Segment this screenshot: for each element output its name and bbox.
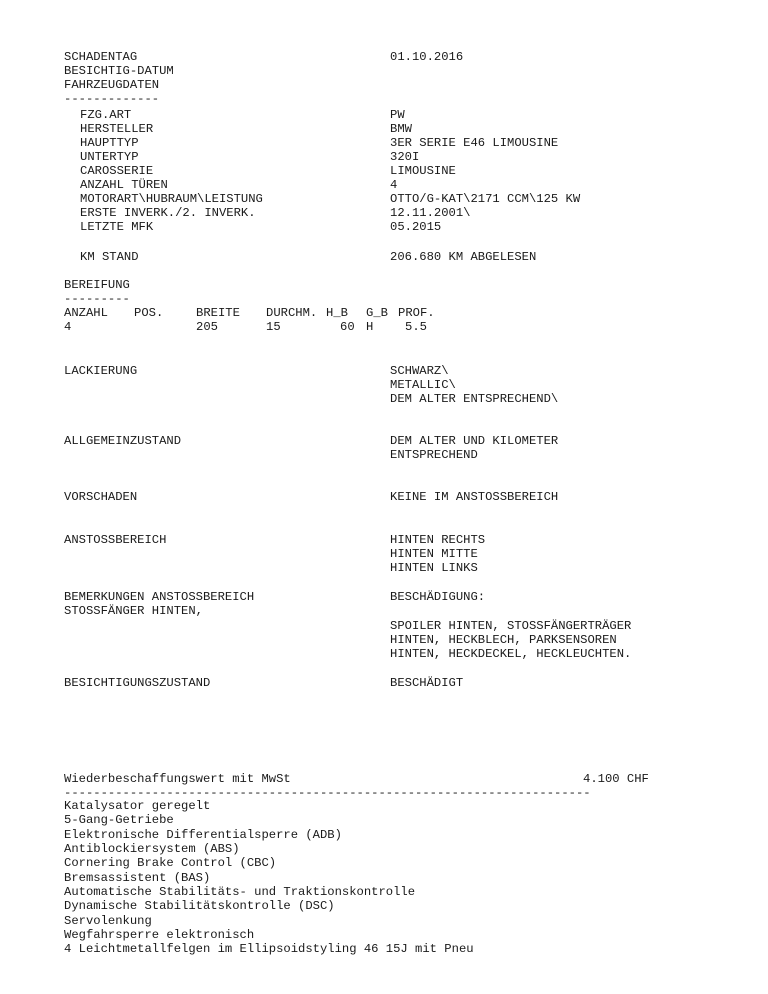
beschaedigung-line: HINTEN, HECKBLECH, PARKSENSOREN	[390, 633, 617, 647]
km-stand-label: KM STAND	[80, 250, 139, 264]
bereifung-title: BEREIFUNG	[64, 278, 130, 292]
vehicle-row-label: ANZAHL TÜREN	[80, 178, 168, 192]
vehicle-row-label: UNTERTYP	[80, 150, 139, 164]
anstossbereich-line: HINTEN LINKS	[390, 561, 478, 575]
vehicle-row-value: 12.11.2001\	[390, 206, 471, 220]
bemerkungen-label: BEMERKUNGEN ANSTOSSBEREICH	[64, 590, 255, 604]
vehicle-row-label: HERSTELLER	[80, 122, 154, 136]
lackierung-label: LACKIERUNG	[64, 364, 138, 378]
vehicle-row-label: LETZTE MFK	[80, 220, 154, 234]
equipment-item: Elektronische Differentialsperre (ADB)	[64, 828, 342, 842]
vehicle-row-label: FZG.ART	[80, 108, 132, 122]
equipment-item: Katalysator geregelt	[64, 799, 211, 813]
allgemeinzustand-line: DEM ALTER UND KILOMETER	[390, 434, 559, 448]
vehicle-row-label: HAUPTTYP	[80, 136, 139, 150]
vehicle-row-value: BMW	[390, 122, 412, 136]
lackierung-line: DEM ALTER ENTSPRECHEND\	[390, 392, 559, 406]
equipment-item: Antiblockiersystem (ABS)	[64, 842, 240, 856]
equipment-item: Bremsassistent (BAS)	[64, 871, 211, 885]
value-rule: ------------------------------------------------------------------------	[64, 786, 591, 800]
vehicle-row-label: MOTORART\HUBRAUM\LEISTUNG	[80, 192, 263, 206]
equipment-item: 5-Gang-Getriebe	[64, 813, 174, 827]
allgemeinzustand-label: ALLGEMEINZUSTAND	[64, 434, 182, 448]
tire-header-breite: BREITE	[196, 306, 240, 320]
schadentag-label: SCHADENTAG	[64, 50, 138, 64]
equipment-item: Servolenkung	[64, 914, 152, 928]
vehicle-row-label: ERSTE INVERK./2. INVERK.	[80, 206, 256, 220]
wiederbeschaffungswert-label: Wiederbeschaffungswert mit MwSt	[64, 772, 291, 786]
tire-value-anzahl: 4	[64, 320, 72, 334]
besichtigungszustand-value: BESCHÄDIGT	[390, 676, 464, 690]
equipment-item: 4 Leichtmetallfelgen im Ellipsoidstyling 46 15J mit Pneu	[64, 942, 474, 956]
tire-header-hb: H_B	[326, 306, 348, 320]
tire-header-anzahl: ANZAHL	[64, 306, 108, 320]
anstossbereich-line: HINTEN RECHTS	[390, 533, 486, 547]
vehicle-row-value: 05.2015	[390, 220, 442, 234]
vehicle-row-value: OTTO/G-KAT\2171 CCM\125 KW	[390, 192, 581, 206]
equipment-item: Automatische Stabilitäts- und Traktionskontrolle	[64, 885, 416, 899]
equipment-item: Cornering Brake Control (CBC)	[64, 856, 277, 870]
besichtigungszustand-label: BESICHTIGUNGSZUSTAND	[64, 676, 211, 690]
vehicle-row-value: PW	[390, 108, 405, 122]
vehicle-row-value: LIMOUSINE	[390, 164, 456, 178]
fahrzeugdaten-rule: -------------	[64, 92, 160, 106]
tire-value-breite: 205	[196, 320, 218, 334]
beschaedigung-label: BESCHÄDIGUNG:	[390, 590, 486, 604]
tire-header-durchm: DURCHM.	[266, 306, 318, 320]
allgemeinzustand-line: ENTSPRECHEND	[390, 448, 478, 462]
tire-value-hb: 60	[340, 320, 355, 334]
lackierung-line: SCHWARZ\	[390, 364, 449, 378]
vorschaden-label: VORSCHADEN	[64, 490, 138, 504]
equipment-item: Dynamische Stabilitätskontrolle (DSC)	[64, 899, 335, 913]
tire-header-pos: POS.	[134, 306, 164, 320]
tire-header-gb: G_B	[366, 306, 388, 320]
beschaedigung-line: SPOILER HINTEN, STOSSFÄNGERTRÄGER	[390, 619, 632, 633]
vehicle-row-value: 320I	[390, 150, 420, 164]
equipment-item: Wegfahrsperre elektronisch	[64, 928, 255, 942]
schadentag-value: 01.10.2016	[390, 50, 464, 64]
anstossbereich-label: ANSTOSSBEREICH	[64, 533, 167, 547]
vehicle-row-label: CAROSSERIE	[80, 164, 154, 178]
vorschaden-value: KEINE IM ANSTOSSBEREICH	[390, 490, 559, 504]
vehicle-row-value: 4	[390, 178, 398, 192]
besichtig-datum-label: BESICHTIG-DATUM	[64, 64, 174, 78]
vehicle-row-value: 3ER SERIE E46 LIMOUSINE	[390, 136, 559, 150]
anstossbereich-line: HINTEN MITTE	[390, 547, 478, 561]
fahrzeugdaten-label: FAHRZEUGDATEN	[64, 78, 160, 92]
wiederbeschaffungswert-amount: 4.100 CHF	[583, 772, 649, 786]
bemerkungen-sub: STOSSFÄNGER HINTEN,	[64, 604, 203, 618]
tire-header-prof: PROF.	[398, 306, 435, 320]
km-stand-value: 206.680 KM ABGELESEN	[390, 250, 537, 264]
tire-value-durchm: 15	[266, 320, 281, 334]
tire-value-gb: H	[366, 320, 374, 334]
beschaedigung-line: HINTEN, HECKDECKEL, HECKLEUCHTEN.	[390, 647, 632, 661]
tire-value-prof: 5.5	[405, 320, 427, 334]
lackierung-line: METALLIC\	[390, 378, 456, 392]
bereifung-rule: ---------	[64, 292, 130, 306]
